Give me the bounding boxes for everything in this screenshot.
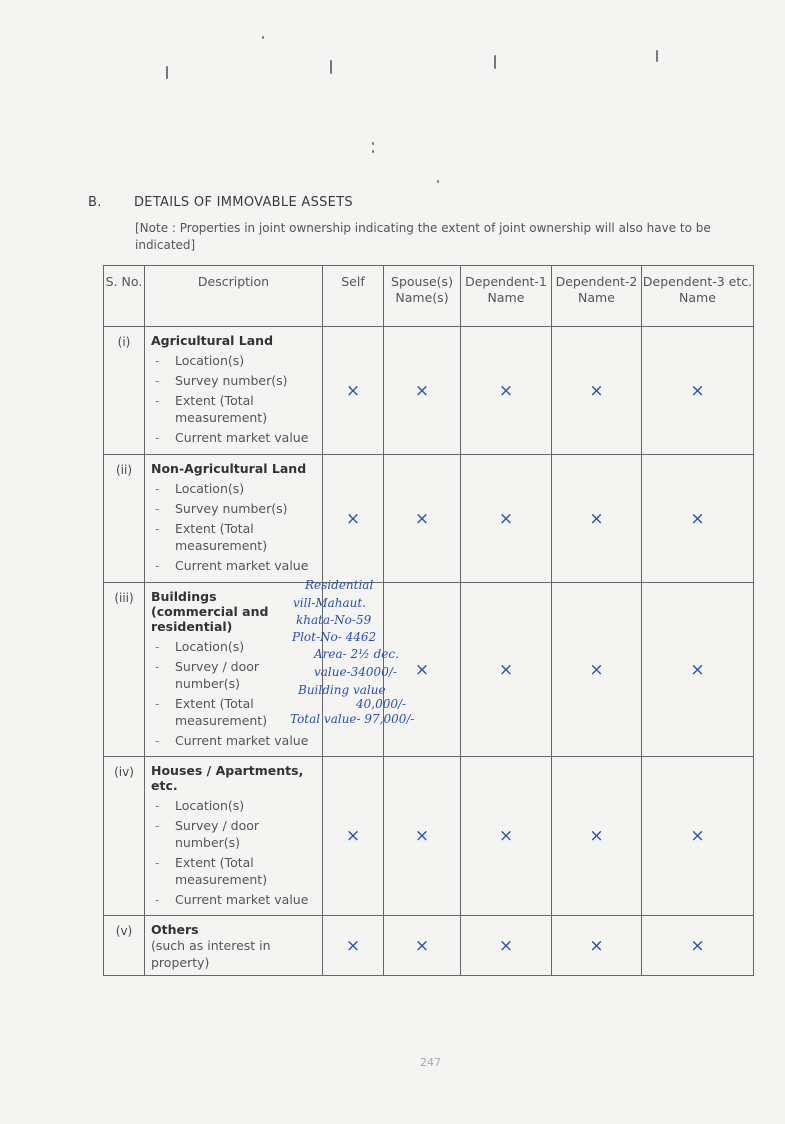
immovable-assets-table: [103, 265, 754, 976]
header-spouse: Spouse(s) Name(s): [384, 266, 461, 327]
handwritten-line: 40,000/-: [356, 697, 407, 711]
handwritten-line: value-34000/-: [314, 665, 397, 679]
cross-mark: ×: [384, 455, 461, 583]
table-row: [104, 327, 754, 455]
scan-speck: [494, 55, 496, 69]
table-row: [104, 916, 754, 976]
header-description: Description: [145, 266, 323, 327]
header-dependent-1: Dependent-1 Name: [461, 266, 552, 327]
cross-mark: ×: [642, 327, 754, 455]
handwritten-line: Building value: [298, 683, 386, 697]
cross-mark: ×: [323, 757, 384, 916]
row-description: [145, 455, 323, 583]
cross-mark: ×: [642, 916, 754, 976]
handwritten-line: Area- 2½ dec.: [314, 647, 399, 661]
row-item: - Survey number(s): [151, 500, 316, 517]
row-item: - Survey / door number(s): [151, 658, 316, 692]
row-item: - Extent (Total measurement): [151, 854, 316, 888]
row-category: Agricultural Land: [151, 333, 274, 348]
row-description: [145, 757, 323, 916]
row-category: Others: [151, 922, 199, 937]
row-item: - Location(s): [151, 480, 316, 497]
cross-mark: ×: [642, 757, 754, 916]
row-item: - Location(s): [151, 797, 316, 814]
handwritten-line: Total value- 97,000/-: [290, 712, 415, 726]
section-note: [Note : Properties in joint ownership indicating the extent of joint ownership will also have to be indicated]: [135, 221, 711, 252]
table-header-row: [104, 266, 754, 327]
cross-mark: ×: [552, 916, 642, 976]
cross-mark: ×: [642, 583, 754, 757]
row-item: - Extent (Total measurement): [151, 392, 316, 426]
row-item: - Current market value: [151, 429, 316, 446]
section-heading: [88, 195, 353, 210]
row-description: [145, 916, 323, 976]
handwritten-line: Plot-No- 4462: [292, 630, 377, 644]
scan-speck: [372, 142, 374, 145]
cross-mark: ×: [461, 583, 552, 757]
row-item: - Survey / door number(s): [151, 817, 316, 851]
scan-speck: [262, 36, 264, 39]
cross-mark: ×: [384, 583, 461, 757]
table-row: [104, 455, 754, 583]
cross-mark: ×: [552, 757, 642, 916]
row-category: Non-Agricultural Land: [151, 461, 307, 476]
handwritten-line: Residential: [305, 578, 374, 592]
header-sno: S. No.: [104, 266, 145, 327]
cross-mark: ×: [461, 757, 552, 916]
cross-mark: ×: [461, 455, 552, 583]
cross-mark: ×: [552, 327, 642, 455]
page-number: 247: [420, 1056, 441, 1069]
scan-speck: [437, 180, 439, 183]
row-item: - Current market value: [151, 557, 316, 574]
row-item: - (such as interest in property): [151, 937, 316, 971]
scan-speck: [166, 66, 168, 79]
scan-speck: [656, 50, 658, 62]
scan-speck: [330, 60, 332, 74]
cross-mark: ×: [552, 455, 642, 583]
scan-speck: [372, 150, 374, 153]
handwritten-line: vill-Mahaut.: [293, 596, 367, 610]
cross-mark: ×: [384, 916, 461, 976]
cross-mark: ×: [384, 757, 461, 916]
row-item: - Current market value: [151, 732, 316, 749]
cross-mark: ×: [323, 916, 384, 976]
row-category: Houses / Apartments, etc.: [151, 763, 304, 793]
header-dependent-2: Dependent-2 Name: [552, 266, 642, 327]
row-sno: (i): [104, 327, 145, 455]
cross-mark: ×: [461, 916, 552, 976]
section-title: DETAILS OF IMMOVABLE ASSETS: [134, 195, 353, 210]
row-category: Buildings (commercial and residential): [151, 589, 269, 634]
row-sno: (ii): [104, 455, 145, 583]
header-dependent-3: Dependent-3 etc. Name: [642, 266, 754, 327]
row-item: - Extent (Total measurement): [151, 695, 316, 729]
row-item: - Extent (Total measurement): [151, 520, 316, 554]
table-row: [104, 583, 754, 757]
cross-mark: ×: [384, 327, 461, 455]
table-row: [104, 757, 754, 916]
row-item: - Location(s): [151, 638, 316, 655]
row-sno: (iv): [104, 757, 145, 916]
cross-mark: ×: [323, 455, 384, 583]
row-description: [145, 327, 323, 455]
cross-mark: ×: [642, 455, 754, 583]
handwritten-line: khata-No-59: [296, 613, 372, 627]
cross-mark: ×: [552, 583, 642, 757]
row-item: - Survey number(s): [151, 372, 316, 389]
row-item: - Location(s): [151, 352, 316, 369]
row-item: - Current market value: [151, 891, 316, 908]
section-letter: B.: [88, 195, 102, 210]
row-sno: (v): [104, 916, 145, 976]
row-sno: (iii): [104, 583, 145, 757]
cross-mark: ×: [323, 327, 384, 455]
cross-mark: ×: [461, 327, 552, 455]
header-self: Self: [323, 266, 384, 327]
